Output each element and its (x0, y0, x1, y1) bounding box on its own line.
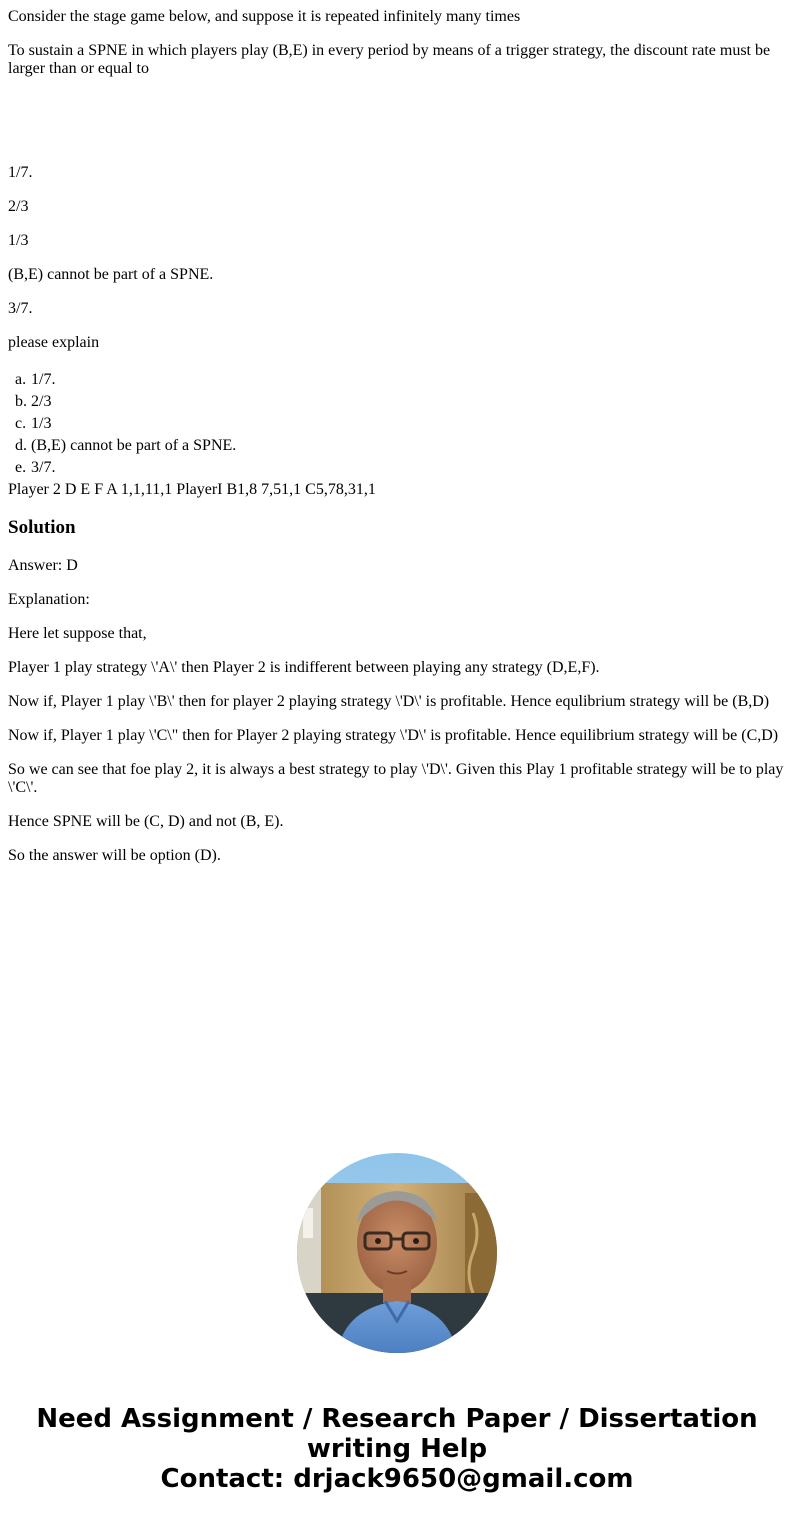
explanation-line-6: Hence SPNE will be (C, D) and not (B, E). (8, 813, 284, 830)
advert-contact: Contact: drjack9650@gmail.com (160, 1464, 634, 1494)
question-stem: To sustain a SPNE in which players play (B,E) in every period by means of a trigger strategy, the discount rate must be larger than or equal to (8, 42, 771, 77)
explain-request: please explain (8, 334, 100, 351)
plain-option-4: (B,E) cannot be part of a SPNE. (8, 266, 214, 283)
choice-marker: c. (15, 415, 27, 432)
explanation-line-7: So the answer will be option (D). (8, 847, 221, 864)
choice-marker: a. (15, 371, 27, 388)
advert-line-2: writing Help (306, 1434, 488, 1464)
plain-option-5: 3/7. (8, 300, 33, 317)
author-photo (297, 1153, 497, 1353)
choice-c (8, 415, 236, 437)
choice-text: 1/3 (31, 415, 52, 432)
choice-text: 1/7. (31, 371, 56, 388)
choice-marker: e. (15, 459, 27, 476)
choice-marker: d. (15, 437, 27, 454)
choice-d (8, 437, 236, 459)
question-intro: Consider the stage game below, and suppose it is repeated infinitely many times (8, 8, 521, 25)
choice-text: 3/7. (31, 459, 56, 476)
plain-option-3: 1/3 (8, 232, 29, 249)
explanation-line-4: Now if, Player 1 play \'C\" then for Player 2 playing strategy \'D\' is profitable. Hence equilibrium strategy will be (C,D) (8, 727, 779, 744)
plain-option-1: 1/7. (8, 164, 33, 181)
choice-b (8, 393, 236, 415)
choice-marker: b. (15, 393, 27, 410)
choice-a (8, 371, 236, 393)
plain-option-2: 2/3 (8, 198, 29, 215)
choice-text: (B,E) cannot be part of a SPNE. (31, 437, 237, 454)
explanation-line-3: Now if, Player 1 play \'B\' then for player 2 playing strategy \'D\' is profitable. Hence equlibrium strategy will be (B,D) (8, 693, 770, 710)
explanation-label: Explanation: (8, 591, 90, 608)
advert-line-1: Need Assignment / Research Paper / Dissertation (36, 1404, 758, 1434)
solution-heading: Solution (8, 517, 76, 538)
explanation-line-5: So we can see that foe play 2, it is always a best strategy to play \'D\'. Given this Play 1 profitable strategy will be to play \'C\'. (8, 761, 784, 796)
help-advert (0, 1404, 794, 1494)
author-portrait-image (297, 1153, 497, 1353)
choice-list (8, 371, 236, 481)
answer-line: Answer: D (8, 557, 78, 574)
payoff-table-text: Player 2 D E F A 1,1,11,1 PlayerI B1,8 7,51,1 C5,78,31,1 (8, 481, 376, 498)
choice-e (8, 459, 236, 481)
explanation-line-2: Player 1 play strategy \'A\' then Player 2 is indifferent between playing any strategy (D,E,F). (8, 659, 600, 676)
explanation-line-1: Here let suppose that, (8, 625, 147, 642)
choice-text: 2/3 (31, 393, 52, 410)
